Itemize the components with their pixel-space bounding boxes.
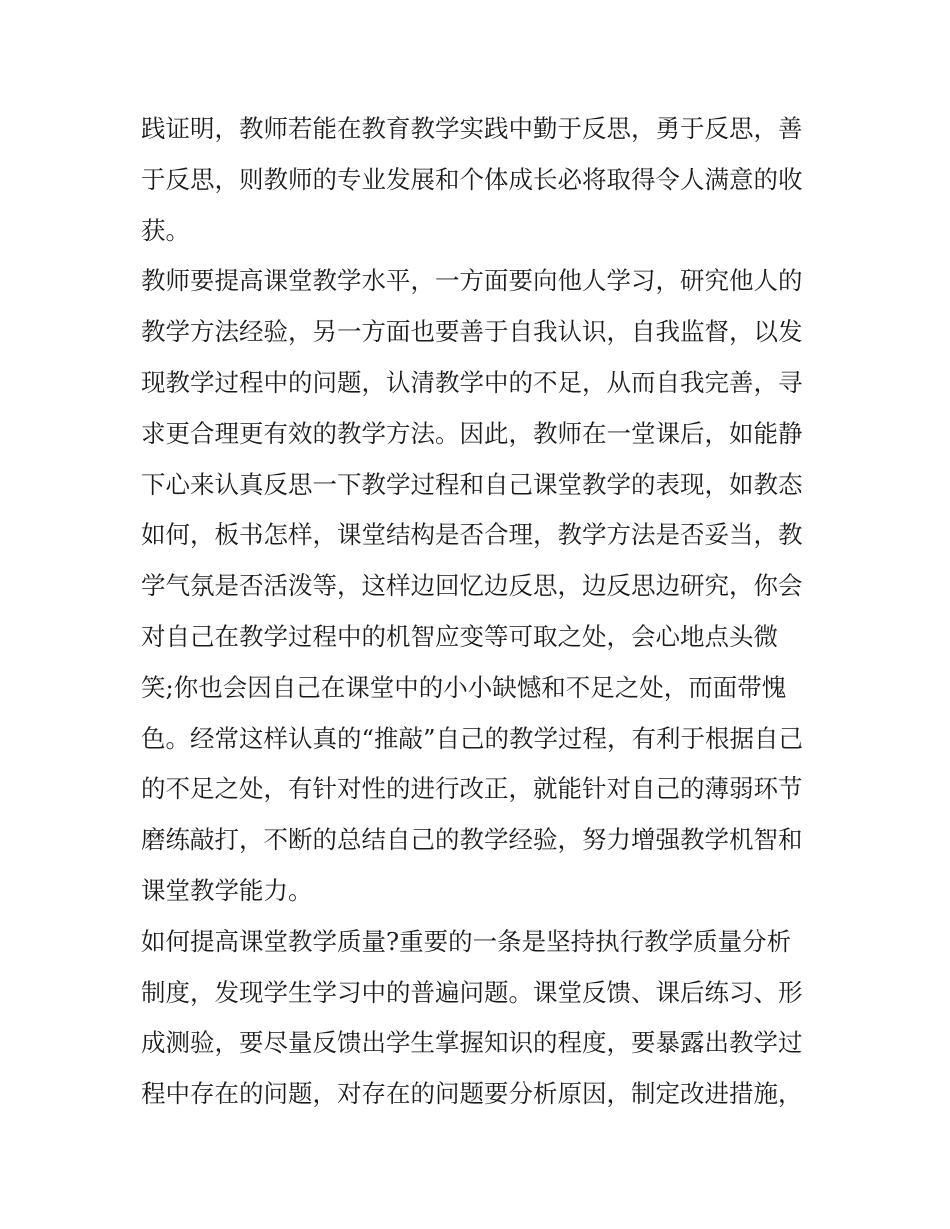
text-line: 课堂教学能力。 xyxy=(141,875,313,905)
text-line: 教师要提高课堂教学水平，一方面要向他人学习，研究他人的 xyxy=(141,266,803,296)
text-line: 获。 xyxy=(141,215,190,245)
text-line: 笑;你也会因自己在课堂中的小小缺憾和不足之处，而面带愧 xyxy=(141,672,787,702)
text-line: 践证明，教师若能在教育教学实践中勤于反思，勇于反思，善 xyxy=(141,114,803,143)
text-line: 现教学过程中的问题，认清教学中的不足，从而自我完善，寻 xyxy=(141,367,803,397)
text-line: 磨练敲打，不断的总结自己的教学经验，努力增强教学机智和 xyxy=(141,825,803,855)
text-line: 程中存在的问题，对存在的问题要分析原因，制定改进措施， xyxy=(141,1079,803,1109)
text-line: 制度，发现学生学习中的普遍问题。课堂反馈、课后练习、形 xyxy=(141,977,803,1007)
text-line: 的不足之处，有针对性的进行改正，就能针对自己的薄弱环节 xyxy=(141,774,803,804)
text-line: 教学方法经验，另一方面也要善于自我认识，自我监督，以发 xyxy=(141,317,803,347)
text-line: 如何提高课堂教学质量?重要的一条是坚持执行教学质量分析 xyxy=(141,926,792,956)
text-line: 如何，板书怎样，课堂结构是否合理，教学方法是否妥当，教 xyxy=(141,520,803,550)
text-line: 求更合理更有效的教学方法。因此，教师在一堂课后，如能静 xyxy=(141,418,803,448)
text-line: 对自己在教学过程中的机智应变等可取之处，会心地点头微 xyxy=(141,621,778,651)
document-body xyxy=(141,104,821,1120)
text-line: 于反思，则教师的专业发展和个体成长必将取得令人满意的收 xyxy=(141,164,803,194)
text-line: 学气氛是否活泼等，这样边回忆边反思，边反思边研究，你会 xyxy=(141,571,803,601)
text-line: 色。经常这样认真的“推敲”自己的教学过程，有利于根据自己 xyxy=(141,723,804,753)
text-line: 成测验，要尽量反馈出学生掌握知识的程度，要暴露出教学过 xyxy=(141,1028,803,1058)
text-line: 下心来认真反思一下教学过程和自己课堂教学的表现，如教态 xyxy=(141,469,803,499)
